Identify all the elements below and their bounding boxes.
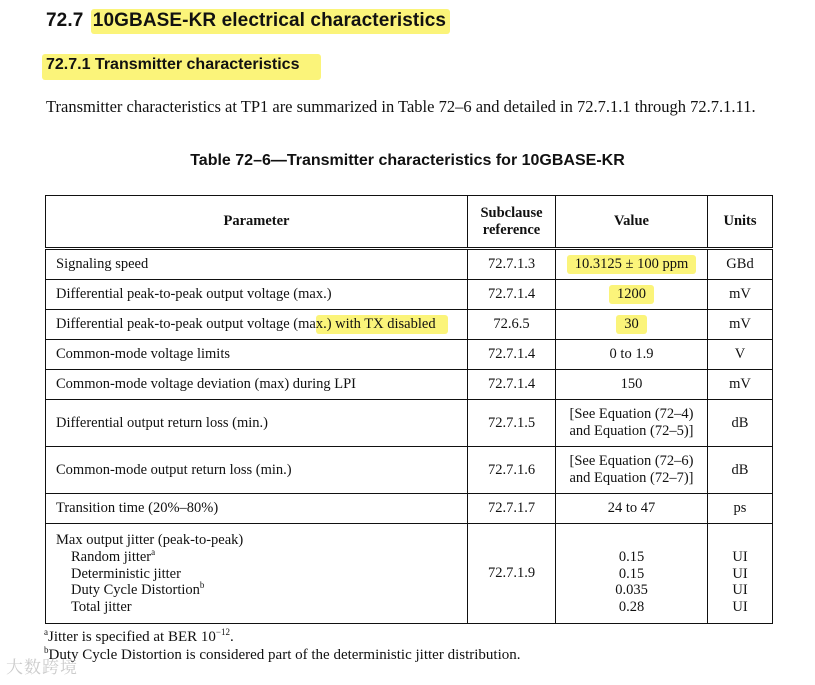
value-cell: [See Equation (72–6) and Equation (72–7)] bbox=[556, 447, 708, 494]
table-row bbox=[46, 340, 773, 370]
parameter-cell: Common-mode output return loss (min.) bbox=[46, 447, 468, 494]
jitter-item-label: Deterministic jitter bbox=[71, 565, 181, 582]
parameter-cell: Signaling speed bbox=[46, 249, 468, 280]
value-cell: 24 to 47 bbox=[556, 494, 708, 524]
parameter-cell: Transition time (20%–80%) bbox=[46, 494, 468, 524]
section-number: 72.7 bbox=[46, 10, 84, 31]
reference-cell: 72.7.1.4 bbox=[468, 280, 556, 310]
units-cell: mV bbox=[708, 280, 773, 310]
jitter-unit: UI bbox=[732, 565, 748, 582]
footnote-b: $^b$Duty Cycle Distortion is considered part of the deterministic jitter distribution. bbox=[44, 645, 521, 663]
value-cell bbox=[556, 310, 708, 340]
header-value: Value bbox=[556, 196, 708, 249]
table-row bbox=[46, 494, 773, 524]
units-cell: mV bbox=[708, 370, 773, 400]
highlighted-value: 30 bbox=[616, 315, 647, 334]
table-row bbox=[46, 447, 773, 494]
jitter-title: Max output jitter (peak-to-peak) bbox=[56, 532, 244, 548]
intro-paragraph: Transmitter characteristics at TP1 are summarized in Table 72–6 and detailed in 72.7.1.1 through 72.7.1.11. bbox=[46, 97, 756, 116]
reference-cell: 72.6.5 bbox=[468, 310, 556, 340]
footnote-marker: b bbox=[199, 580, 205, 591]
reference-cell: 72.7.1.4 bbox=[468, 370, 556, 400]
reference-cell: 72.7.1.3 bbox=[468, 249, 556, 280]
parameter-cell: Differential peak-to-peak output voltage (max.) with TX disabled bbox=[46, 310, 468, 340]
units-cell: dB bbox=[708, 400, 773, 447]
units-cell: V bbox=[708, 340, 773, 370]
reference-cell: 72.7.1.9 bbox=[468, 524, 556, 624]
table-title: Table 72–6—Transmitter characteristics for 10GBASE-KR bbox=[190, 152, 625, 169]
transmitter-characteristics-table bbox=[45, 195, 773, 624]
highlighted-value: 10.3125 ± 100 ppm bbox=[567, 255, 697, 274]
table-row bbox=[46, 310, 773, 340]
jitter-unit: UI bbox=[732, 599, 748, 616]
header-subclause-reference: Subclause reference bbox=[468, 196, 556, 249]
header-parameter: Parameter bbox=[46, 196, 468, 249]
reference-cell: 72.7.1.7 bbox=[468, 494, 556, 524]
jitter-value: 0.15 bbox=[618, 565, 645, 582]
table-header-row bbox=[46, 196, 773, 249]
value-cell: 0 to 1.9 bbox=[556, 340, 708, 370]
units-cell: mV bbox=[708, 310, 773, 340]
jitter-units-cell bbox=[708, 524, 773, 624]
table-row bbox=[46, 249, 773, 280]
parameter-cell: Differential peak-to-peak output voltage (max.) bbox=[46, 280, 468, 310]
jitter-item-label: Random jitter$^a$ bbox=[71, 546, 156, 565]
reference-cell: 72.7.1.6 bbox=[468, 447, 556, 494]
reference-cell: 72.7.1.5 bbox=[468, 400, 556, 447]
footnote-a: $^a$Jitter is specified at BER $10^{-12}$. bbox=[44, 627, 234, 645]
value-cell bbox=[556, 280, 708, 310]
table-row bbox=[46, 400, 773, 447]
subsection-heading: 72.7.1 Transmitter characteristics bbox=[42, 54, 321, 80]
value-cell: 150 bbox=[556, 370, 708, 400]
units-cell: dB bbox=[708, 447, 773, 494]
jitter-value: 0.035 bbox=[615, 582, 648, 599]
header-units: Units bbox=[708, 196, 773, 249]
watermark: 大数跨境 bbox=[6, 658, 78, 678]
jitter-value: 0.15 bbox=[618, 548, 645, 565]
value-cell: [See Equation (72–4) and Equation (72–5)] bbox=[556, 400, 708, 447]
reference-cell: 72.7.1.4 bbox=[468, 340, 556, 370]
jitter-values-cell bbox=[556, 524, 708, 624]
units-cell: ps bbox=[708, 494, 773, 524]
jitter-parameter-cell bbox=[46, 524, 468, 624]
parameter-cell: Common-mode voltage deviation (max) during LPI bbox=[46, 370, 468, 400]
parameter-cell: Common-mode voltage limits bbox=[46, 340, 468, 370]
units-cell: GBd bbox=[708, 249, 773, 280]
parameter-cell: Differential output return loss (min.) bbox=[46, 400, 468, 447]
section-heading bbox=[46, 10, 450, 32]
jitter-item-label: Duty Cycle Distortion$^b$ bbox=[71, 580, 205, 599]
highlighted-parameter-text: x.) with TX disabled bbox=[316, 315, 448, 334]
value-cell bbox=[556, 249, 708, 280]
jitter-value: 0.28 bbox=[618, 599, 645, 616]
jitter-unit: UI bbox=[732, 548, 748, 565]
jitter-row bbox=[46, 524, 773, 624]
jitter-unit: UI bbox=[732, 582, 748, 599]
jitter-item-label: Total jitter bbox=[71, 599, 132, 616]
section-title: 10GBASE-KR electrical characteristics bbox=[91, 9, 450, 34]
table-row bbox=[46, 280, 773, 310]
footnote-marker: a bbox=[151, 546, 156, 557]
highlighted-value: 1200 bbox=[609, 285, 654, 304]
table-row bbox=[46, 370, 773, 400]
